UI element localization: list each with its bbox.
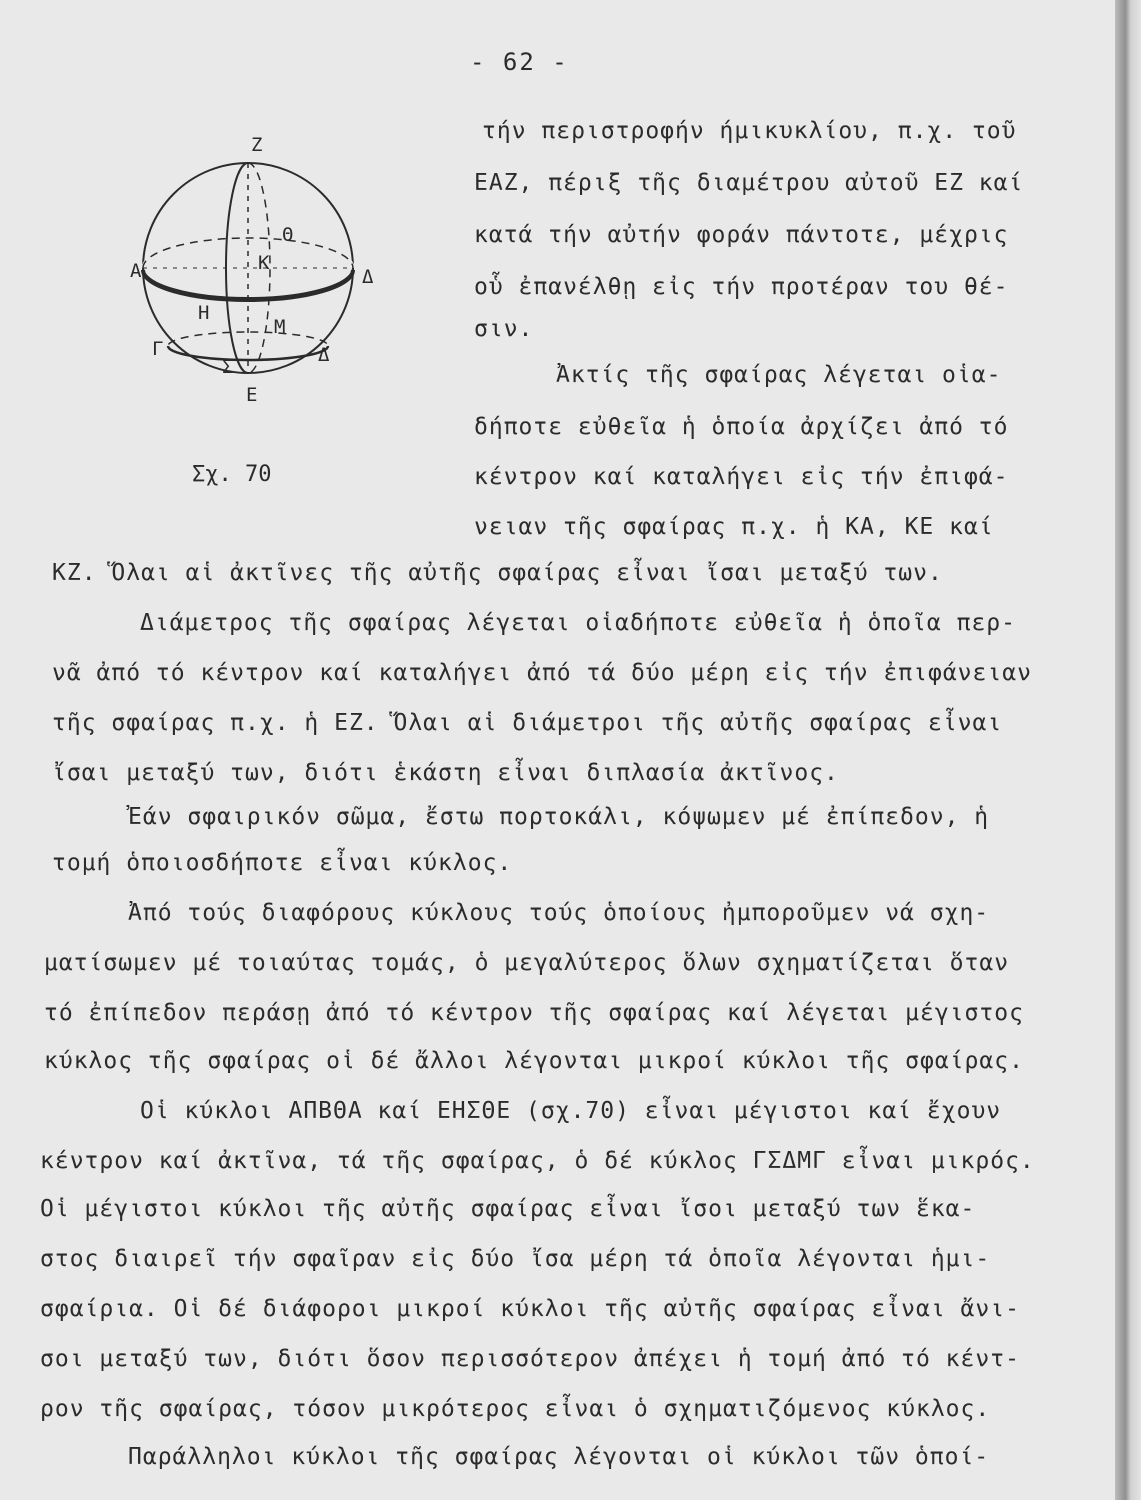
text-line: δήποτε εὐθεῖα ἡ ὁποία ἀρχίζει ἀπό τό bbox=[474, 414, 1009, 440]
label-theta: Θ bbox=[282, 224, 294, 246]
text-line: Ἐάν σφαιρικόν σῶμα, ἔστω πορτοκάλι, κόψωμεν μέ ἐπίπεδον, ἡ bbox=[128, 804, 990, 830]
text-line: ἴσαι μεταξύ των, διότι ἑκάστη εἶναι διπλασία ἀκτῖνος. bbox=[52, 760, 839, 786]
text-line: τομή ὁποιοσδήποτε εἶναι κύκλος. bbox=[52, 850, 513, 876]
text-line: τήν περιστροφήν ήμικυκλίου, π.χ. τοῦ bbox=[482, 118, 1017, 144]
sphere-drawing bbox=[118, 128, 378, 418]
figure-caption: Σχ. 70 bbox=[192, 462, 272, 487]
text-line: Διάμετρος τῆς σφαίρας λέγεται οἱαδήποτε εὐθεῖα ἡ ὁποῖα περ- bbox=[140, 610, 1016, 636]
text-line: ΕΑΖ, πέριξ τῆς διαμέτρου αὐτοῦ ΕΖ καί bbox=[474, 170, 1024, 196]
text-line: σφαίρια. Οἱ δέ διάφοροι μικροί κύκλοι τῆς αὐτῆς σφαίρας εἶναι ἄνι- bbox=[40, 1296, 1020, 1322]
text-line: ΚΖ. Ὅλαι αἱ ἀκτῖνες τῆς αὐτῆς σφαίρας εἶναι ἴσαι μεταξύ των. bbox=[52, 560, 943, 586]
text-line: σιν. bbox=[474, 316, 534, 342]
text-line: οὗ ἐπανέλθῃ εἰς τήν προτέραν του θέ- bbox=[474, 274, 1009, 300]
text-line: κύκλος τῆς σφαίρας οἱ δέ ἄλλοι λέγονται μικροί κύκλοι τῆς σφαίρας. bbox=[44, 1048, 1024, 1074]
text-line: νειαν τῆς σφαίρας π.χ. ἡ ΚΑ, ΚΕ καί bbox=[474, 514, 994, 540]
label-gamma: Γ bbox=[152, 338, 164, 360]
label-delta-right: Δ bbox=[362, 266, 374, 288]
label-m: M bbox=[274, 316, 286, 338]
text-line: ρον τῆς σφαίρας, τόσον μικρότερος εἶναι ὁ σχηματιζόμενος κύκλος. bbox=[40, 1396, 991, 1422]
text-line: Οἱ μέγιστοι κύκλοι τῆς αὐτῆς σφαίρας εἶναι ἴσοι μεταξύ των ἕκα- bbox=[40, 1196, 976, 1222]
text-line: τῆς σφαίρας π.χ. ἡ ΕΖ. Ὅλαι αἱ διάμετροι τῆς αὐτῆς σφαίρας εἶναι bbox=[52, 710, 1003, 736]
text-line: νᾶ ἀπό τό κέντρον καί καταλήγει ἀπό τά δύο μέρη εἰς τήν ἐπιφάνειαν bbox=[52, 660, 1032, 686]
text-line: στος διαιρεῖ τήν σφαῖραν εἰς δύο ἴσα μέρη τά ὁποῖα λέγονται ἡμι- bbox=[40, 1246, 991, 1272]
label-delta-lower: Δ bbox=[318, 344, 330, 366]
label-e: E bbox=[246, 384, 258, 406]
label-sigma: Σ bbox=[222, 356, 234, 378]
label-z: Z bbox=[251, 134, 263, 156]
text-line: τό ἐπίπεδον περάσῃ ἀπό τό κέντρον τῆς σφαίρας καί λέγεται μέγιστος bbox=[44, 1000, 1024, 1026]
page-binding-edge bbox=[1115, 0, 1141, 1500]
text-line: σοι μεταξύ των, διότι ὅσον περισσότερον ἀπέχει ἡ τομή ἀπό τό κέντ- bbox=[40, 1346, 1020, 1372]
text-line: κατά τήν αὐτήν φοράν πάντοτε, μέχρις bbox=[474, 222, 1009, 248]
text-line: Ἀπό τούς διαφόρους κύκλους τούς ὁποίους ἠμποροῦμεν νά σχη- bbox=[128, 900, 990, 926]
label-h: H bbox=[198, 302, 210, 324]
text-line: Παράλληλοι κύκλοι τῆς σφαίρας λέγονται οἱ κύκλοι τῶν ὁποί- bbox=[128, 1444, 990, 1470]
text-line: ματίσωμεν μέ τοιαύτας τομάς, ὁ μεγαλύτερος ὅλων σχηματίζεται ὅταν bbox=[44, 950, 1010, 976]
label-k: K bbox=[258, 252, 270, 274]
page-number: - 62 - bbox=[470, 48, 569, 76]
text-line: κέντρον καί ἀκτῖνα, τά τῆς σφαίρας, ὁ δέ κύκλος ΓΣΔΜΓ εἶναι μικρός. bbox=[40, 1148, 1035, 1174]
sphere-figure bbox=[118, 128, 378, 418]
label-a: A bbox=[130, 260, 142, 282]
text-line: κέντρον καί καταλήγει εἰς τήν ἐπιφά- bbox=[474, 464, 1009, 490]
text-line: Ἀκτίς τῆς σφαίρας λέγεται οἱα- bbox=[556, 362, 1002, 388]
text-line: Οἱ κύκλοι ΑΠΒΘΑ καί ΕΗΣΘΕ (σχ.70) εἶναι μέγιστοι καί ἔχουν bbox=[140, 1098, 1002, 1124]
